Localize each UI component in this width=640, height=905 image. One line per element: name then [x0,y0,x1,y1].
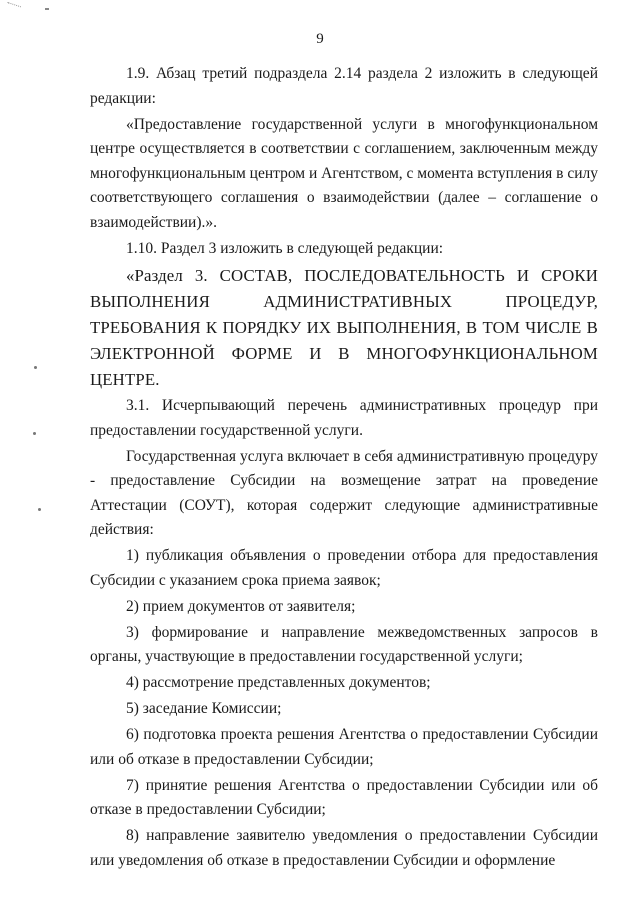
list-item: 6) подготовка проекта решения Агентства о предоставлении Субсидии или об отказе в предоставлении Субсидии; [90,726,598,768]
section-3-heading: «Раздел 3. СОСТАВ, ПОСЛЕДОВАТЕЛЬНОСТЬ И СРОКИ ВЫПОЛНЕНИЯ АДМИНИСТРАТИВНЫХ ПРОЦЕДУР, ТРЕБОВАНИЯ К ПОРЯДКУ ИХ ВЫПОЛНЕНИЯ, В ТОМ ЧИСЛЕ В ЭЛЕКТРОННОЙ ФОРМЕ И В МНОГОФУНКЦИОНАЛЬНОМ ЦЕНТРЕ. [90,265,598,389]
scan-artifact-corner [5,2,21,15]
list-item: 5) заседание Комиссии; [126,700,282,717]
scan-dot [34,366,37,369]
list-item: 3) формирование и направление межведомственных запросов в органы, участвующие в предоставлении государственной услуги; [90,623,598,665]
list-item: 4) рассмотрение представленных документов; [126,674,431,691]
scan-dot [38,508,41,511]
paragraph-1-9: 1.9. Абзац третий подраздела 2.14 раздела 2 изложить в следующей редакции: [90,65,598,107]
list-item: 2) прием документов от заявителя; [126,597,356,615]
paragraph-3-1: 3.1. Исчерпывающий перечень административных процедур при предоставлении государственной услуги. [90,397,598,439]
list-item: 8) направление заявителю уведомления о предоставлении Субсидии или уведомления об отказе в предоставлении Субсидии и оформление [90,827,598,869]
list-item: 1) публикация объявления о проведении отбора для предоставления Субсидии с указанием срока приема заявок; [90,547,598,589]
page-number: 9 [316,31,324,47]
paragraph-service-description: Государственная услуга включает в себя административную процедуру - предоставление Субсидии на возмещение затрат на проведение Аттестации (СОУТ), которая содержит следующие административные действия: [90,447,598,538]
list-item: 7) принятие решения Агентства о предоставлении Субсидии или об отказе в предоставлении Субсидии; [90,776,598,818]
scan-dot [33,432,36,435]
paragraph-quote-mfc: «Предоставление государственной услуги в многофункциональном центре осуществляется в соответствии с соглашением, заключенным между многофункциональным центром и Агентством, с момента вступления в силу соответствующего соглашения о взаимодействии (далее – соглашение о взаимодействии).». [90,115,599,231]
scan-artifact-top [45,8,49,10]
paragraph-1-10: 1.10. Раздел 3 изложить в следующей редакции: [126,239,444,257]
document-body [90,62,598,875]
